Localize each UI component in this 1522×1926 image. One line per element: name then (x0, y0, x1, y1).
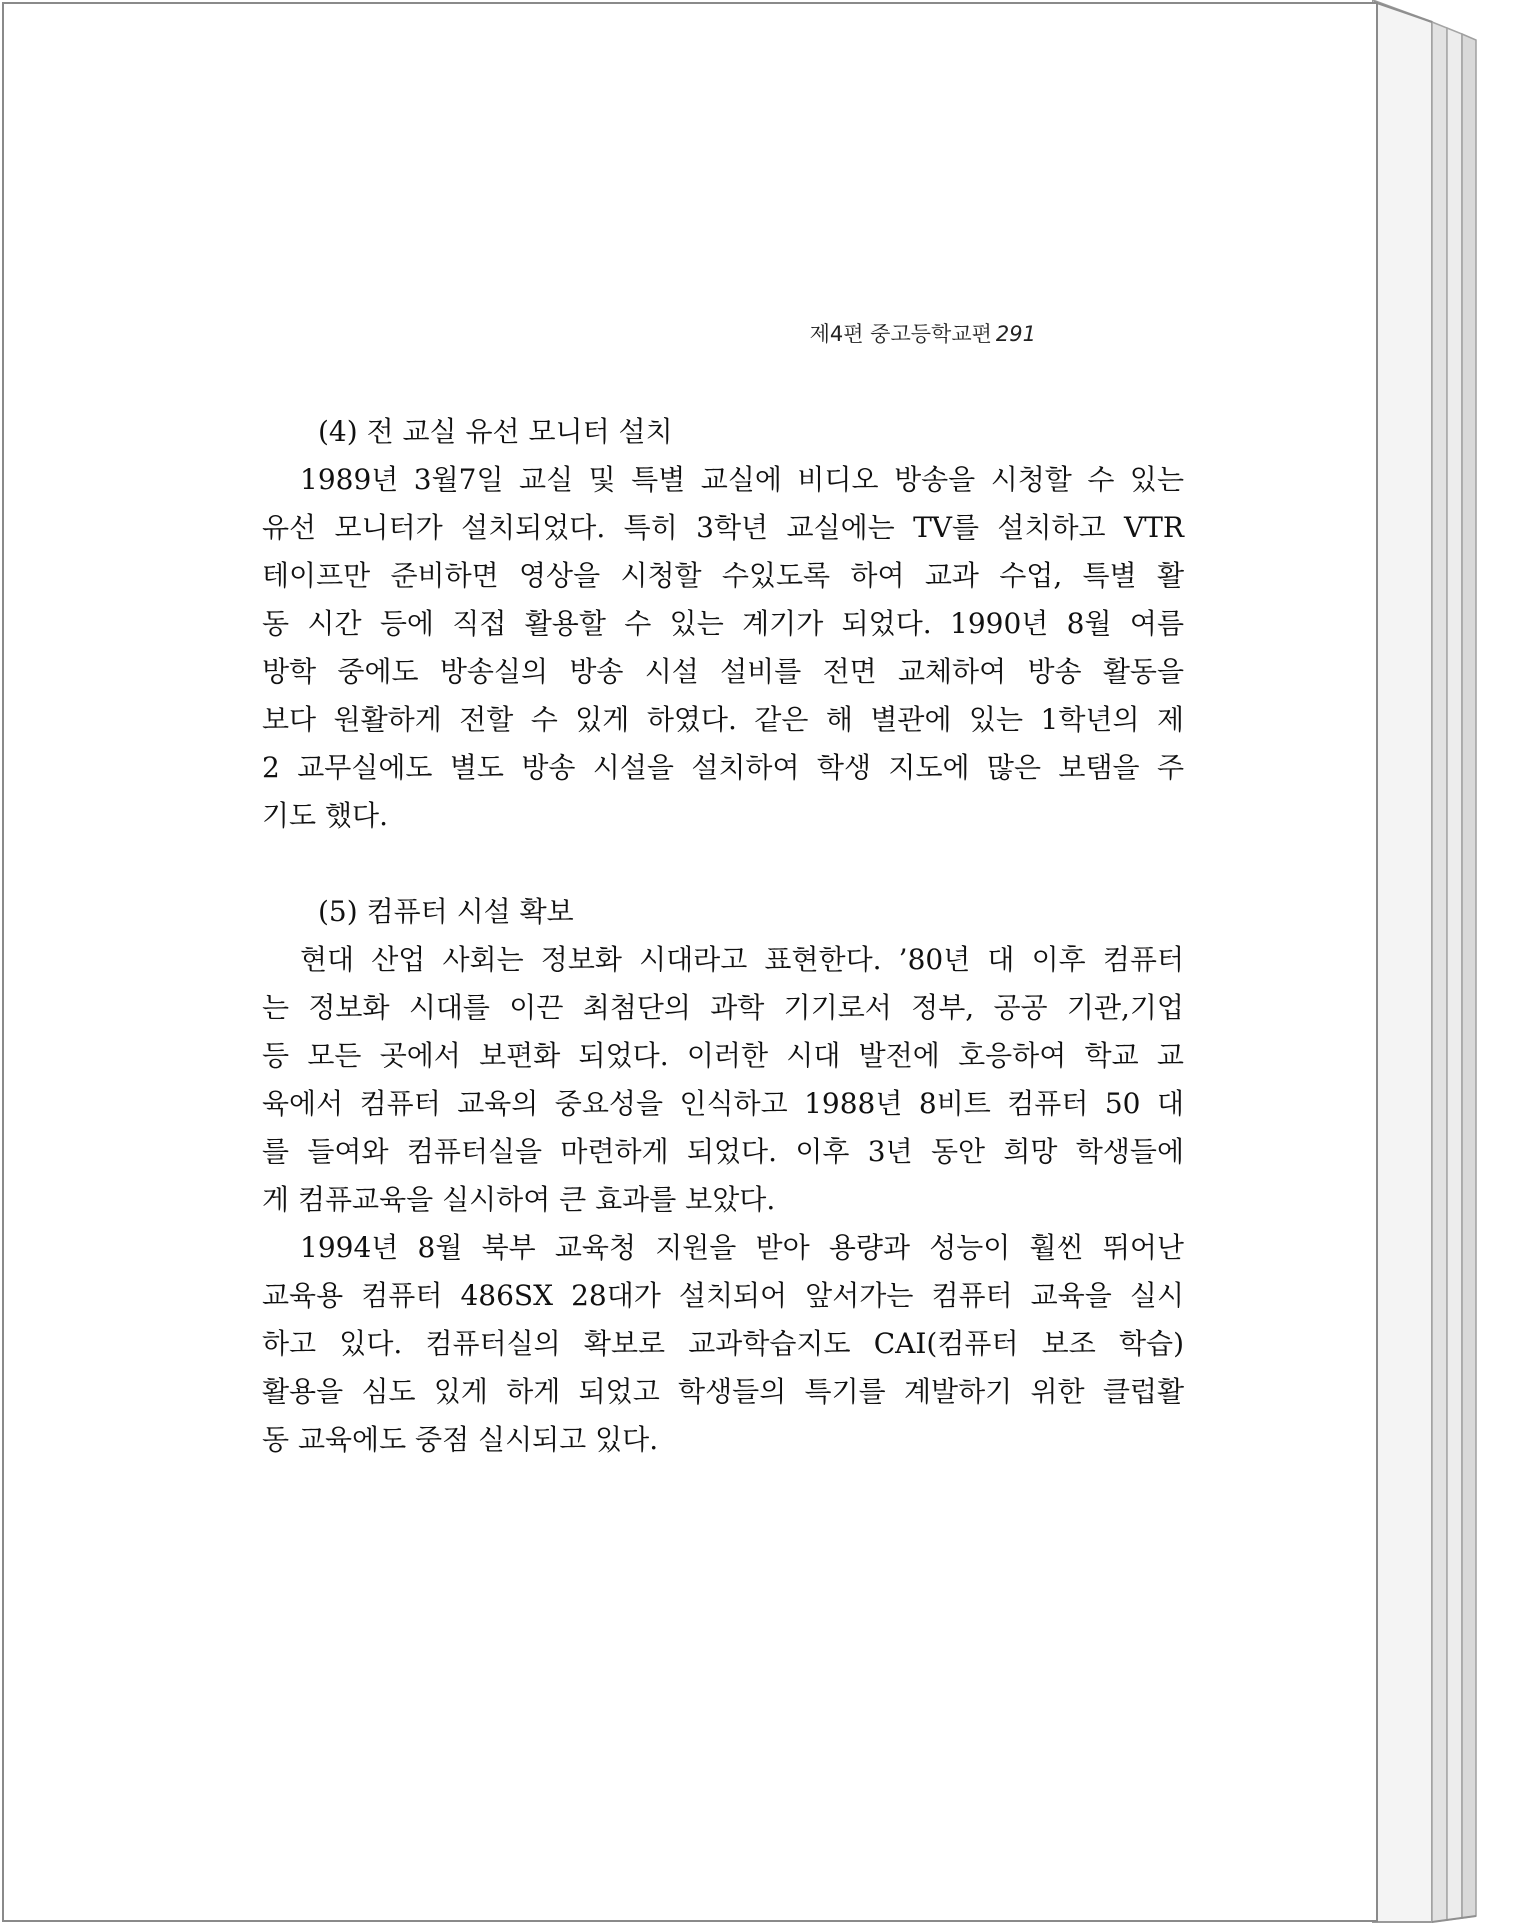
page-stack-edge (1372, 0, 1522, 1926)
text-line: 테이프만 준비하면 영상을 시청할 수있도록 하여 교과 수업, 특별 활 (262, 559, 1184, 592)
page-number: 291 (995, 322, 1036, 346)
running-head-label: 제4편 중고등학교편 (809, 322, 992, 346)
section-spacer (262, 840, 1184, 888)
text-line: 1989년 3월7일 교실 및 특별 교실에 비디오 방송을 시청할 수 있는 (300, 463, 1184, 496)
text-line: 동 시간 등에 직접 활용할 수 있는 계기가 되었다. 1990년 8월 여름 (262, 607, 1184, 640)
page-body (262, 408, 1184, 1464)
paragraph (262, 456, 1184, 840)
text-line: 유선 모니터가 설치되었다. 특히 3학년 교실에는 TV를 설치하고 VTR (262, 511, 1184, 544)
text-line: 교육용 컴퓨터 486SX 28대가 설치되어 앞서가는 컴퓨터 교육을 실시 (262, 1279, 1184, 1312)
text-line: 등 모든 곳에서 보편화 되었다. 이러한 시대 발전에 호응하여 학교 교 (262, 1039, 1184, 1072)
section-title: (5) 컴퓨터 시설 확보 (318, 895, 574, 928)
text-line: 2 교무실에도 별도 방송 시설을 설치하여 학생 지도에 많은 보탬을 주 (262, 751, 1184, 784)
text-line: 는 정보화 시대를 이끈 최첨단의 과학 기기로서 정부, 공공 기관,기업 (262, 991, 1184, 1024)
text-line: 기도 했다. (262, 799, 388, 832)
text-line: 현대 산업 사회는 정보화 시대라고 표현한다. ’80년 대 이후 컴퓨터 (300, 943, 1184, 976)
document-page (2, 2, 1378, 1922)
running-head (810, 318, 1036, 348)
text-line: 게 컴퓨교육을 실시하여 큰 효과를 보았다. (262, 1183, 776, 1216)
paragraph (262, 936, 1184, 1224)
text-line: 를 들여와 컴퓨터실을 마련하게 되었다. 이후 3년 동안 희망 학생들에 (262, 1135, 1184, 1168)
section-title: (4) 전 교실 유선 모니터 설치 (318, 415, 673, 448)
text-line: 동 교육에도 중점 실시되고 있다. (262, 1423, 659, 1456)
text-line: 활용을 심도 있게 하게 되었고 학생들의 특기를 계발하기 위한 클럽활 (262, 1375, 1184, 1408)
paragraph (262, 1224, 1184, 1464)
text-line: 방학 중에도 방송실의 방송 시설 설비를 전면 교체하여 방송 활동을 (262, 655, 1184, 688)
text-line: 보다 원활하게 전할 수 있게 하였다. 같은 해 별관에 있는 1학년의 제 (262, 703, 1184, 736)
text-line: 육에서 컴퓨터 교육의 중요성을 인식하고 1988년 8비트 컴퓨터 50 대 (262, 1087, 1184, 1120)
text-line: 하고 있다. 컴퓨터실의 확보로 교과학습지도 CAI(컴퓨터 보조 학습) (262, 1327, 1184, 1360)
text-line: 1994년 8월 북부 교육청 지원을 받아 용량과 성능이 훨씬 뛰어난 (300, 1231, 1184, 1264)
